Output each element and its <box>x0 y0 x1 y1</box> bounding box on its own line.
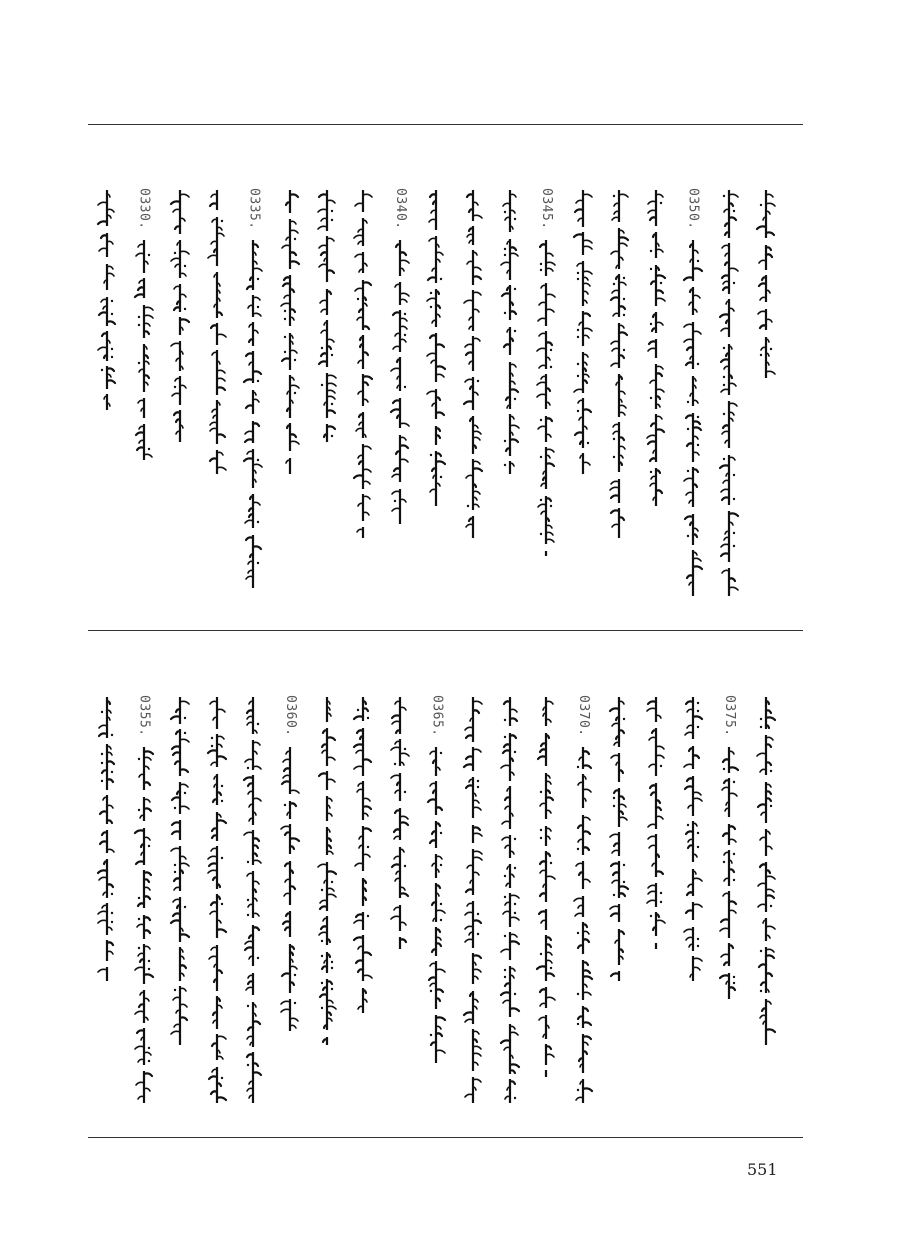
verse-column <box>755 188 777 618</box>
verse-column <box>316 188 338 618</box>
mongolian-script-line <box>499 695 521 1105</box>
mongolian-script-line <box>608 695 630 983</box>
page-number: 551 <box>747 1160 778 1179</box>
verse-number: 0355. <box>136 695 152 737</box>
mongolian-script-line <box>755 188 777 380</box>
verse-column <box>462 695 484 1125</box>
mongolian-script-line <box>425 745 447 1065</box>
verse-column <box>499 695 521 1125</box>
verse-column <box>718 695 740 1125</box>
verse-column <box>718 188 740 618</box>
mongolian-script-line <box>206 188 228 476</box>
verse-number: 0365. <box>429 695 445 737</box>
verse-column <box>206 188 228 618</box>
verse-column <box>499 188 521 618</box>
mongolian-script-line <box>96 188 118 412</box>
mongolian-script-line <box>462 695 484 1105</box>
verse-column <box>645 695 667 1125</box>
verse-column <box>535 695 557 1125</box>
mongolian-script-line <box>645 695 667 951</box>
mongolian-script-line <box>133 238 155 462</box>
top-rule <box>88 124 803 125</box>
verse-column <box>645 188 667 618</box>
verse-column <box>608 695 630 1125</box>
verse-column <box>206 695 228 1125</box>
verse-number: 0350. <box>685 188 701 230</box>
mongolian-script-line <box>352 188 374 540</box>
mongolian-script-line <box>462 188 484 540</box>
mongolian-script-line <box>206 695 228 1105</box>
mongolian-script-line <box>279 188 301 476</box>
mongolian-script-line <box>352 695 374 1015</box>
verse-number: 0345. <box>539 188 555 230</box>
verse-column <box>682 695 704 1125</box>
mongolian-script-line <box>389 238 411 526</box>
verse-number: 0335. <box>246 188 262 230</box>
mongolian-script-line <box>169 188 191 444</box>
verse-number: 0340. <box>392 188 408 230</box>
mongolian-script-line <box>316 188 338 444</box>
verse-column <box>462 188 484 618</box>
mongolian-script-line <box>572 745 594 1105</box>
verse-block-bottom <box>88 695 803 1125</box>
mongolian-script-line <box>572 188 594 476</box>
verse-column <box>96 695 118 1125</box>
mongolian-script-line <box>682 695 704 983</box>
mongolian-script-line <box>389 695 411 951</box>
verse-number: 0375. <box>722 695 738 737</box>
mongolian-script-line <box>645 188 667 508</box>
verse-column <box>572 695 594 1125</box>
mongolian-script-line <box>242 238 264 590</box>
mongolian-script-line <box>425 188 447 508</box>
verse-column <box>352 188 374 618</box>
verse-column <box>169 188 191 618</box>
middle-rule <box>88 630 803 631</box>
verse-column <box>755 695 777 1125</box>
verse-column <box>279 188 301 618</box>
mongolian-script-line <box>535 238 557 558</box>
mongolian-script-line <box>718 188 740 598</box>
verse-column <box>169 695 191 1125</box>
verse-column <box>682 188 704 618</box>
verse-number: 0330. <box>136 188 152 230</box>
verse-column <box>389 188 411 618</box>
verse-number: 0360. <box>283 695 298 737</box>
verse-column <box>535 188 557 618</box>
mongolian-script-line <box>169 695 191 1047</box>
mongolian-script-line <box>133 745 155 1105</box>
verse-column <box>242 695 264 1125</box>
verse-number: 0370. <box>575 695 591 737</box>
verse-column <box>352 695 374 1125</box>
mongolian-script-line <box>499 188 521 476</box>
verse-column <box>572 188 594 618</box>
verse-column <box>389 695 411 1125</box>
verse-column <box>316 695 338 1125</box>
bottom-rule <box>88 1137 803 1138</box>
mongolian-script-line <box>535 695 557 1079</box>
verse-column <box>242 188 264 618</box>
verse-column <box>425 188 447 618</box>
verse-column <box>425 695 447 1125</box>
mongolian-script-line <box>755 695 777 1047</box>
mongolian-script-line <box>242 695 264 1105</box>
mongolian-script-line <box>608 188 630 540</box>
verse-column <box>279 695 301 1125</box>
mongolian-script-line <box>682 238 704 598</box>
verse-block-top <box>88 188 803 618</box>
verse-column <box>133 695 155 1125</box>
verse-column <box>608 188 630 618</box>
mongolian-script-line <box>96 695 118 983</box>
verse-column <box>133 188 155 618</box>
verse-column <box>96 188 118 618</box>
mongolian-script-line <box>718 745 740 1001</box>
mongolian-script-line <box>279 745 301 1033</box>
mongolian-script-line <box>316 695 338 1047</box>
